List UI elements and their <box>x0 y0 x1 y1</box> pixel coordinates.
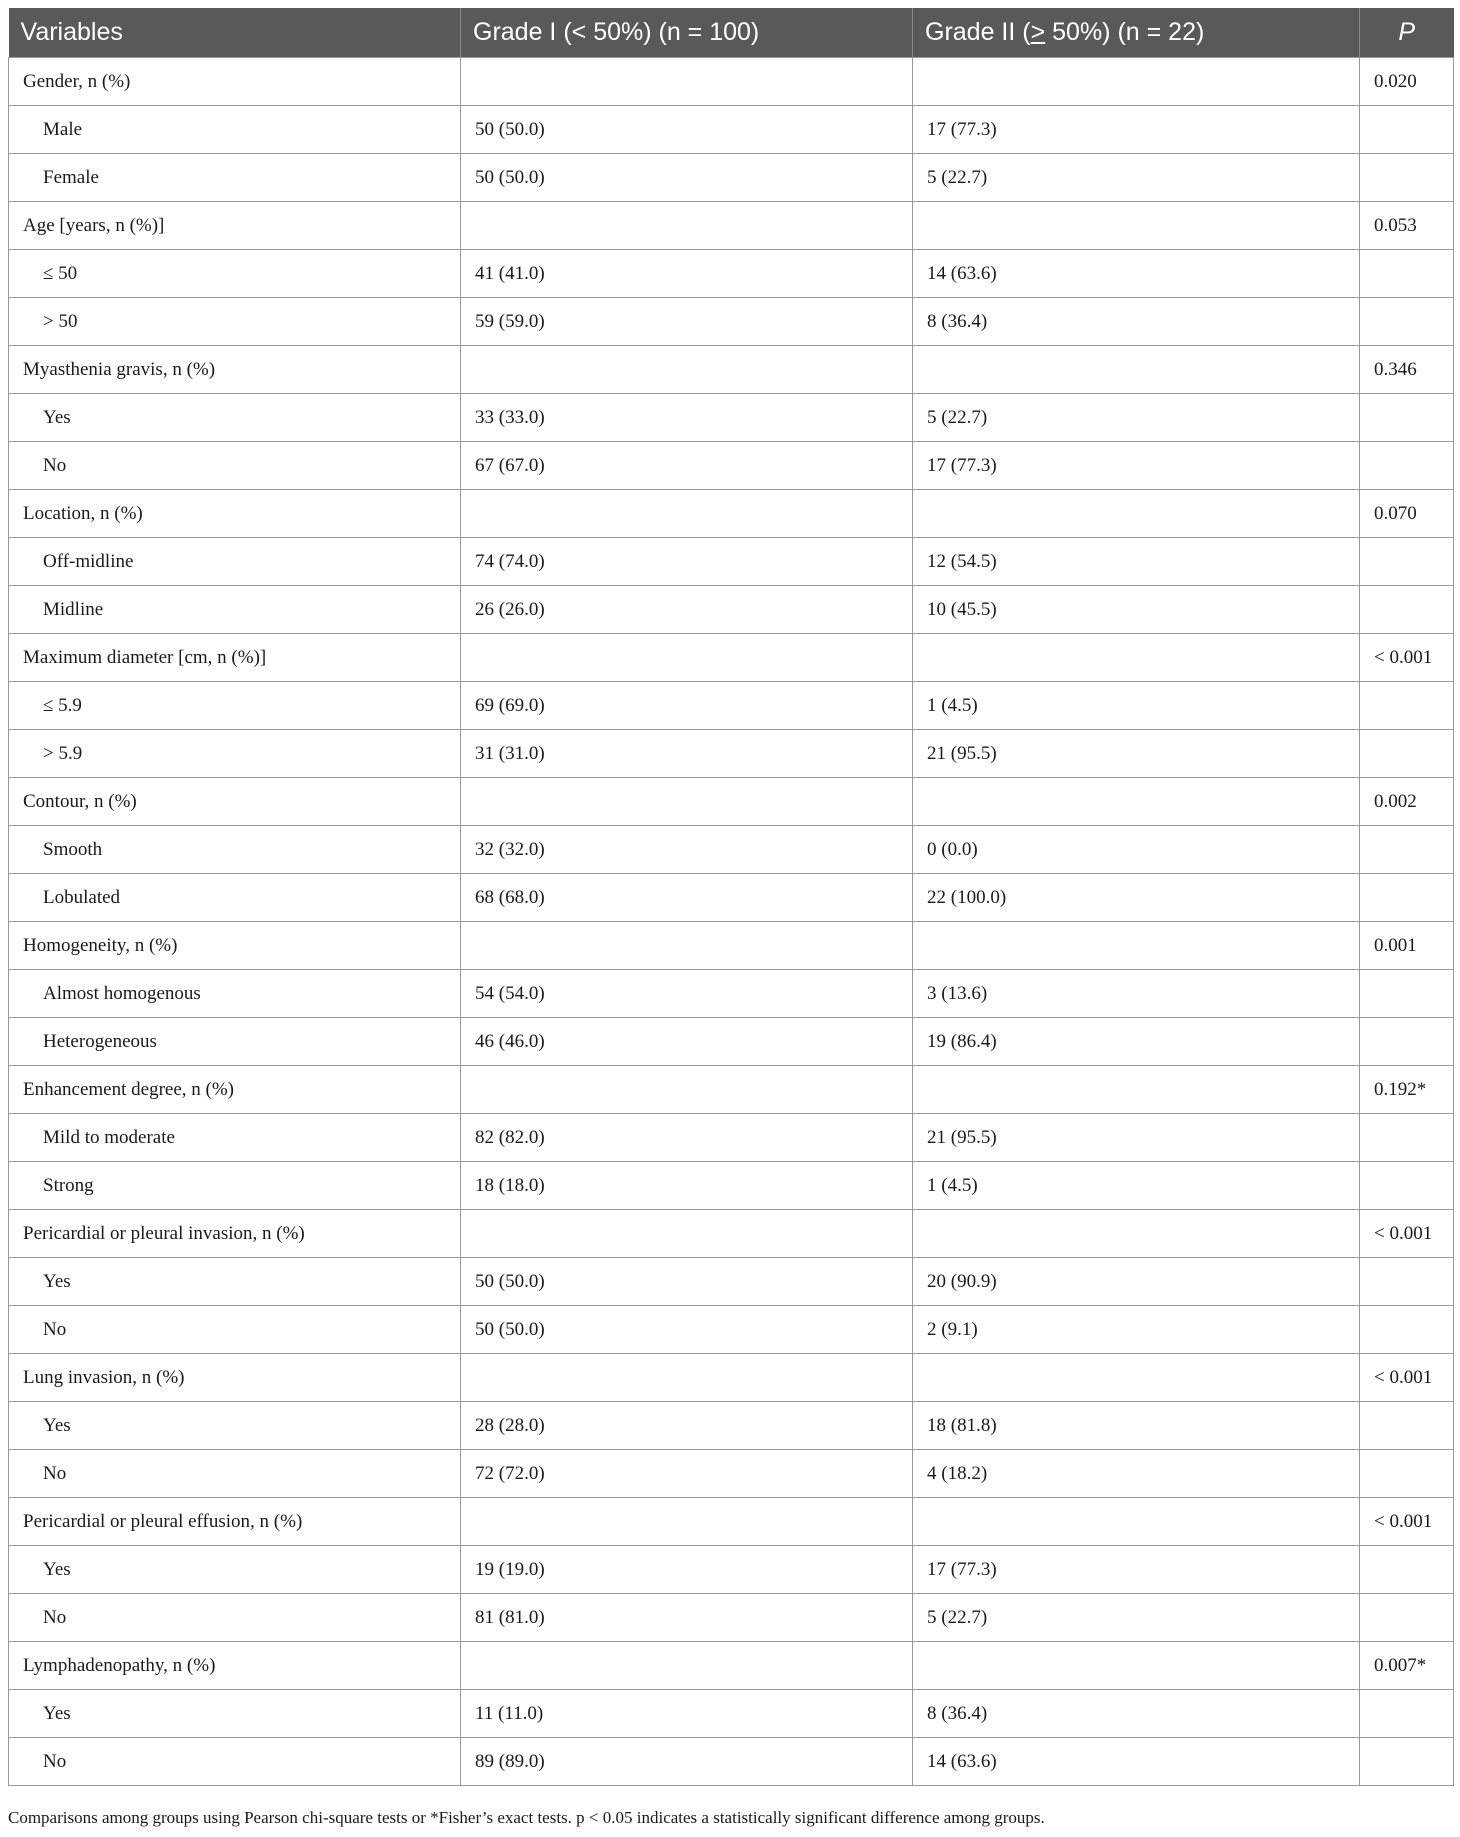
cell-p-value <box>1360 1258 1454 1306</box>
cell-grade-1: 59 (59.0) <box>461 298 913 346</box>
cell-variable: Off-midline <box>9 538 461 586</box>
cell-variable: Yes <box>9 1546 461 1594</box>
cell-grade-1: 82 (82.0) <box>461 1114 913 1162</box>
table-row-sub <box>9 1738 1454 1786</box>
cell-variable: Strong <box>9 1162 461 1210</box>
cell-grade-1: 31 (31.0) <box>461 730 913 778</box>
cell-variable: Yes <box>9 1402 461 1450</box>
cell-p-value: < 0.001 <box>1360 1354 1454 1402</box>
cell-grade-1: 26 (26.0) <box>461 586 913 634</box>
cell-p-value <box>1360 1738 1454 1786</box>
cell-variable: No <box>9 1594 461 1642</box>
cell-grade-2 <box>913 1354 1360 1402</box>
cell-grade-1: 33 (33.0) <box>461 394 913 442</box>
cell-grade-1: 74 (74.0) <box>461 538 913 586</box>
cell-variable: ≤ 5.9 <box>9 682 461 730</box>
cell-p-value <box>1360 538 1454 586</box>
cell-grade-1 <box>461 1354 913 1402</box>
cell-variable: Yes <box>9 394 461 442</box>
cell-variable: Location, n (%) <box>9 490 461 538</box>
table-row-sub <box>9 586 1454 634</box>
cell-variable: No <box>9 1306 461 1354</box>
table-body <box>9 58 1454 1786</box>
cell-variable: Pericardial or pleural invasion, n (%) <box>9 1210 461 1258</box>
cell-variable: Yes <box>9 1258 461 1306</box>
cell-grade-2: 19 (86.4) <box>913 1018 1360 1066</box>
cell-grade-1 <box>461 1210 913 1258</box>
header-grade-2 <box>913 8 1360 58</box>
cell-grade-1: 50 (50.0) <box>461 1306 913 1354</box>
cell-grade-2 <box>913 1498 1360 1546</box>
table-row-group <box>9 346 1454 394</box>
cell-grade-2 <box>913 922 1360 970</box>
cell-grade-2: 4 (18.2) <box>913 1450 1360 1498</box>
cell-grade-1 <box>461 778 913 826</box>
cell-grade-1 <box>461 1498 913 1546</box>
cell-variable: No <box>9 1738 461 1786</box>
cell-p-value <box>1360 730 1454 778</box>
cell-grade-1: 67 (67.0) <box>461 442 913 490</box>
table-row-sub <box>9 1114 1454 1162</box>
cell-p-value: 0.002 <box>1360 778 1454 826</box>
cell-grade-2 <box>913 58 1360 106</box>
cell-grade-2: 1 (4.5) <box>913 682 1360 730</box>
cell-p-value: 0.020 <box>1360 58 1454 106</box>
cell-variable: Mild to moderate <box>9 1114 461 1162</box>
cell-grade-2: 5 (22.7) <box>913 154 1360 202</box>
cell-grade-2 <box>913 1210 1360 1258</box>
cell-p-value <box>1360 1162 1454 1210</box>
table-row-sub <box>9 874 1454 922</box>
table-row-group <box>9 1498 1454 1546</box>
cell-variable: No <box>9 442 461 490</box>
cell-p-value <box>1360 1402 1454 1450</box>
table-row-sub <box>9 106 1454 154</box>
table-row-sub <box>9 1690 1454 1738</box>
cell-grade-2: 12 (54.5) <box>913 538 1360 586</box>
cell-grade-1 <box>461 634 913 682</box>
table-row-sub <box>9 442 1454 490</box>
cell-p-value <box>1360 874 1454 922</box>
table-row-sub <box>9 730 1454 778</box>
table-row-sub <box>9 538 1454 586</box>
data-table <box>8 8 1454 1786</box>
table-row-sub <box>9 298 1454 346</box>
cell-grade-2: 10 (45.5) <box>913 586 1360 634</box>
cell-grade-1 <box>461 346 913 394</box>
table-row-sub <box>9 154 1454 202</box>
table-row-group <box>9 778 1454 826</box>
cell-grade-2: 5 (22.7) <box>913 394 1360 442</box>
cell-variable: Lung invasion, n (%) <box>9 1354 461 1402</box>
cell-grade-2 <box>913 490 1360 538</box>
cell-grade-2: 0 (0.0) <box>913 826 1360 874</box>
cell-grade-1: 50 (50.0) <box>461 1258 913 1306</box>
cell-p-value: < 0.001 <box>1360 1498 1454 1546</box>
cell-grade-2 <box>913 202 1360 250</box>
cell-variable: Heterogeneous <box>9 1018 461 1066</box>
table-row-sub <box>9 394 1454 442</box>
cell-grade-1: 81 (81.0) <box>461 1594 913 1642</box>
table-row-sub <box>9 1258 1454 1306</box>
cell-variable: Female <box>9 154 461 202</box>
cell-p-value: 0.001 <box>1360 922 1454 970</box>
cell-variable: Myasthenia gravis, n (%) <box>9 346 461 394</box>
cell-p-value <box>1360 682 1454 730</box>
cell-p-value <box>1360 1114 1454 1162</box>
cell-variable: Contour, n (%) <box>9 778 461 826</box>
cell-grade-1 <box>461 1642 913 1690</box>
cell-variable: Pericardial or pleural effusion, n (%) <box>9 1498 461 1546</box>
cell-p-value <box>1360 1018 1454 1066</box>
cell-grade-2: 18 (81.8) <box>913 1402 1360 1450</box>
table-row-group <box>9 1642 1454 1690</box>
cell-variable: Enhancement degree, n (%) <box>9 1066 461 1114</box>
cell-variable: Homogeneity, n (%) <box>9 922 461 970</box>
cell-p-value: < 0.001 <box>1360 1210 1454 1258</box>
cell-grade-2: 17 (77.3) <box>913 106 1360 154</box>
cell-grade-1 <box>461 1066 913 1114</box>
cell-grade-2 <box>913 346 1360 394</box>
cell-grade-2: 2 (9.1) <box>913 1306 1360 1354</box>
data-table-container <box>8 8 1453 1786</box>
cell-grade-2: 21 (95.5) <box>913 730 1360 778</box>
cell-variable: Age [years, n (%)] <box>9 202 461 250</box>
cell-grade-1: 50 (50.0) <box>461 154 913 202</box>
header-p-value: P <box>1360 8 1454 58</box>
cell-p-value <box>1360 442 1454 490</box>
cell-grade-2: 17 (77.3) <box>913 1546 1360 1594</box>
cell-p-value <box>1360 298 1454 346</box>
cell-p-value <box>1360 1306 1454 1354</box>
cell-p-value: 0.192* <box>1360 1066 1454 1114</box>
cell-variable: > 5.9 <box>9 730 461 778</box>
cell-p-value <box>1360 394 1454 442</box>
cell-variable: Male <box>9 106 461 154</box>
cell-grade-2 <box>913 778 1360 826</box>
cell-grade-1: 46 (46.0) <box>461 1018 913 1066</box>
header-grade-2-symbol: > <box>1030 18 1046 46</box>
cell-p-value <box>1360 826 1454 874</box>
cell-variable: No <box>9 1450 461 1498</box>
cell-p-value <box>1360 970 1454 1018</box>
table-row-sub <box>9 1306 1454 1354</box>
cell-variable: > 50 <box>9 298 461 346</box>
cell-p-value: < 0.001 <box>1360 634 1454 682</box>
header-variables: Variables <box>9 8 461 58</box>
table-row-group <box>9 1210 1454 1258</box>
cell-variable: Lymphadenopathy, n (%) <box>9 1642 461 1690</box>
cell-variable: Maximum diameter [cm, n (%)] <box>9 634 461 682</box>
cell-p-value <box>1360 154 1454 202</box>
cell-p-value: 0.070 <box>1360 490 1454 538</box>
cell-grade-1: 11 (11.0) <box>461 1690 913 1738</box>
table-row-sub <box>9 826 1454 874</box>
cell-grade-1: 69 (69.0) <box>461 682 913 730</box>
cell-p-value: 0.346 <box>1360 346 1454 394</box>
table-row-sub <box>9 682 1454 730</box>
header-grade-1: Grade I (< 50%) (n = 100) <box>461 8 913 58</box>
cell-variable: Yes <box>9 1690 461 1738</box>
table-row-group <box>9 490 1454 538</box>
header-grade-2-suffix: 50%) (n = 22) <box>1045 18 1205 46</box>
cell-variable: Smooth <box>9 826 461 874</box>
cell-grade-2: 14 (63.6) <box>913 250 1360 298</box>
cell-grade-2: 1 (4.5) <box>913 1162 1360 1210</box>
cell-grade-2: 17 (77.3) <box>913 442 1360 490</box>
table-row-group <box>9 58 1454 106</box>
table-row-sub <box>9 970 1454 1018</box>
cell-grade-1 <box>461 922 913 970</box>
table-row-sub <box>9 1018 1454 1066</box>
cell-p-value <box>1360 586 1454 634</box>
cell-grade-1 <box>461 490 913 538</box>
cell-grade-1: 68 (68.0) <box>461 874 913 922</box>
cell-grade-1 <box>461 202 913 250</box>
cell-p-value <box>1360 1594 1454 1642</box>
table-row-group <box>9 202 1454 250</box>
cell-grade-1: 18 (18.0) <box>461 1162 913 1210</box>
table-row-sub <box>9 1594 1454 1642</box>
cell-grade-2 <box>913 1066 1360 1114</box>
table-row-sub <box>9 250 1454 298</box>
cell-variable: ≤ 50 <box>9 250 461 298</box>
cell-p-value <box>1360 106 1454 154</box>
table-row-group <box>9 922 1454 970</box>
cell-variable: Gender, n (%) <box>9 58 461 106</box>
table-row-sub <box>9 1162 1454 1210</box>
table-footnote: Comparisons among groups using Pearson chi-square tests or *Fisher’s exact tests. p < 0.05 indicates a statistically significant difference among groups. <box>8 1808 1045 1827</box>
cell-grade-2 <box>913 1642 1360 1690</box>
cell-p-value <box>1360 1546 1454 1594</box>
cell-grade-1: 54 (54.0) <box>461 970 913 1018</box>
cell-grade-1: 32 (32.0) <box>461 826 913 874</box>
cell-variable: Almost homogenous <box>9 970 461 1018</box>
table-row-group <box>9 634 1454 682</box>
cell-p-value <box>1360 1450 1454 1498</box>
cell-variable: Lobulated <box>9 874 461 922</box>
header-grade-2-prefix: Grade II ( <box>925 18 1031 46</box>
cell-grade-1: 28 (28.0) <box>461 1402 913 1450</box>
cell-grade-2: 20 (90.9) <box>913 1258 1360 1306</box>
table-row-group <box>9 1354 1454 1402</box>
cell-grade-1 <box>461 58 913 106</box>
cell-grade-1: 50 (50.0) <box>461 106 913 154</box>
cell-grade-2: 8 (36.4) <box>913 1690 1360 1738</box>
table-row-sub <box>9 1402 1454 1450</box>
cell-grade-2: 8 (36.4) <box>913 298 1360 346</box>
table-row-sub <box>9 1450 1454 1498</box>
cell-grade-1: 89 (89.0) <box>461 1738 913 1786</box>
header-row <box>9 8 1454 58</box>
cell-grade-1: 19 (19.0) <box>461 1546 913 1594</box>
table-row-sub <box>9 1546 1454 1594</box>
cell-grade-2: 5 (22.7) <box>913 1594 1360 1642</box>
cell-grade-2: 22 (100.0) <box>913 874 1360 922</box>
table-header <box>9 8 1454 58</box>
cell-p-value <box>1360 1690 1454 1738</box>
cell-grade-2: 3 (13.6) <box>913 970 1360 1018</box>
cell-p-value <box>1360 250 1454 298</box>
cell-grade-2 <box>913 634 1360 682</box>
cell-grade-2: 21 (95.5) <box>913 1114 1360 1162</box>
cell-p-value: 0.053 <box>1360 202 1454 250</box>
cell-grade-1: 41 (41.0) <box>461 250 913 298</box>
cell-variable: Midline <box>9 586 461 634</box>
cell-grade-1: 72 (72.0) <box>461 1450 913 1498</box>
table-row-group <box>9 1066 1454 1114</box>
cell-p-value: 0.007* <box>1360 1642 1454 1690</box>
cell-grade-2: 14 (63.6) <box>913 1738 1360 1786</box>
